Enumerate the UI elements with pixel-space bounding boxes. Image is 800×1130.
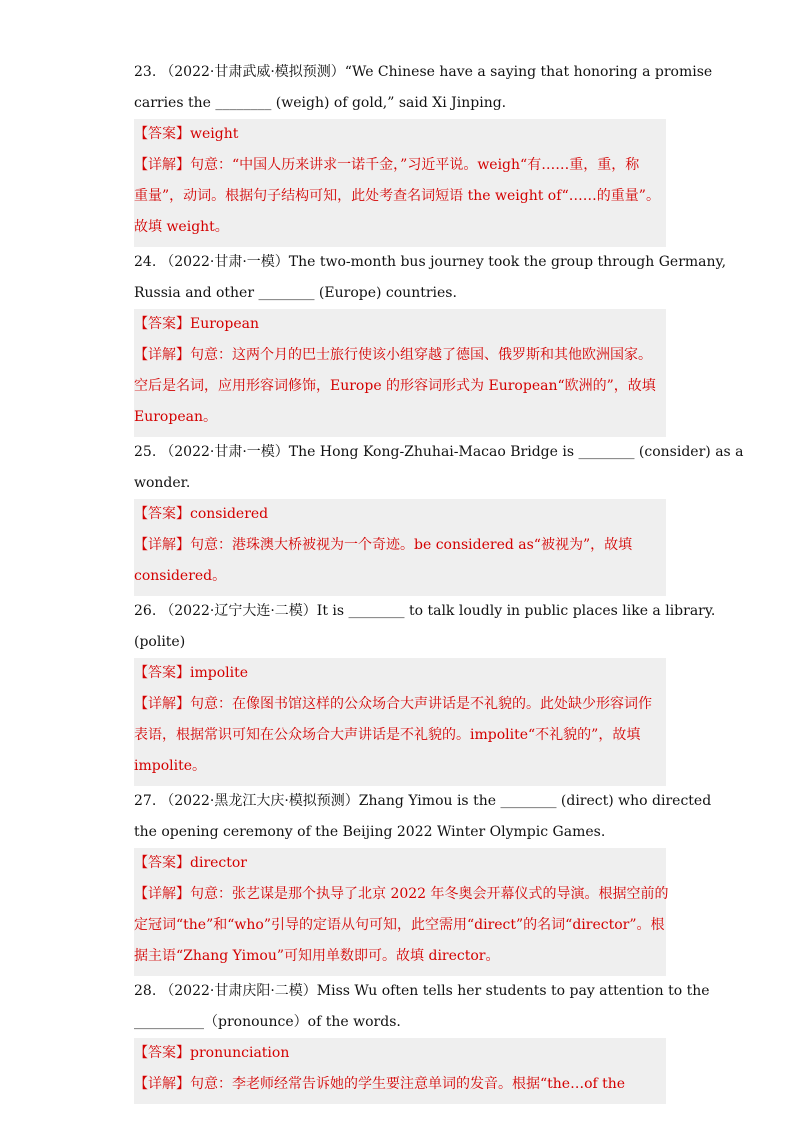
detail-line: 【详解】句意：港珠澳大桥被视为一个奇迹。be considered as“被视为”，故填	[134, 537, 633, 553]
question-item	[134, 247, 727, 437]
question-line: wonder.	[134, 475, 191, 491]
question-line: __________（pronounce）of the words.	[134, 1014, 401, 1030]
question-text: （2022·辽宁大连·二模）It is ________ to talk loudly in public places like a library.	[160, 603, 716, 619]
question-line: the opening ceremony of the Beijing 2022 Winter Olympic Games.	[134, 824, 606, 840]
detail-line: 【详解】句意：李老师经常告诉她的学生要注意单词的发音。根据“the…of the	[134, 1076, 626, 1092]
question-number: 24.	[134, 254, 157, 270]
question-line	[134, 247, 727, 278]
answer-block	[134, 658, 666, 786]
answer-line: 【答案】weight	[134, 126, 239, 142]
question-item	[134, 596, 716, 786]
answer-block	[134, 499, 666, 596]
detail-line: 【详解】句意：在像图书馆这样的公众场合大声讲话是不礼貌的。此处缺少形容词作	[134, 696, 652, 712]
question-text: （2022·甘肃·一模）The two-month bus journey took the group through Germany,	[160, 254, 727, 270]
answer-line: 【答案】director	[134, 855, 248, 871]
question-item	[134, 976, 710, 1104]
detail-line: 【详解】句意：张艺谋是那个执导了北京 2022 年冬奥会开幕仪式的导演。根据空前的	[134, 886, 669, 902]
detail-line: European。	[134, 409, 217, 425]
question-item	[134, 57, 713, 247]
question-line	[134, 57, 713, 88]
detail-line: 故填 weight。	[134, 219, 229, 235]
detail-line: 重量”，动词。根据句子结构可知，此处考查名词短语 the weight of“……的重量”。	[134, 188, 660, 204]
question-number: 28.	[134, 983, 157, 999]
answer-line: 【答案】pronunciation	[134, 1045, 290, 1061]
detail-line: considered。	[134, 568, 227, 584]
detail-line: 定冠词“the”和“who”引导的定语从句可知，此空需用“direct”的名词“director”。根	[134, 917, 665, 933]
detail-line: 空后是名词，应用形容词修饰，Europe 的形容词形式为 European“欧洲的”，故填	[134, 378, 656, 394]
detail-line: 【详解】句意：这两个月的巴士旅行使该小组穿越了德国、俄罗斯和其他欧洲国家。	[134, 347, 652, 363]
question-line	[134, 786, 712, 817]
answer-block	[134, 119, 666, 247]
detail-line: impolite。	[134, 758, 207, 774]
answer-block	[134, 1038, 666, 1104]
answer-line: 【答案】European	[134, 316, 259, 332]
question-line	[134, 596, 716, 627]
question-text: （2022·甘肃庆阳·二模）Miss Wu often tells her students to pay attention to the	[160, 983, 710, 999]
question-line: (polite)	[134, 634, 186, 650]
question-number: 26.	[134, 603, 157, 619]
answer-line: 【答案】considered	[134, 506, 269, 522]
question-item	[134, 786, 712, 976]
question-text: （2022·黑龙江大庆·模拟预测）Zhang Yimou is the ________ (direct) who directed	[160, 793, 712, 809]
question-text: （2022·甘肃·一模）The Hong Kong-Zhuhai-Macao Bridge is ________ (consider) as a	[160, 444, 744, 460]
question-list	[134, 57, 744, 1104]
answer-block	[134, 848, 669, 976]
question-line: carries the ________ (weigh) of gold,” said Xi Jinping.	[134, 95, 507, 111]
detail-line: 【详解】句意：“中国人历来讲求一诺千金，”习近平说。weigh“有……重，重，称	[134, 157, 640, 173]
question-line	[134, 437, 744, 468]
answer-block	[134, 309, 666, 437]
question-number: 27.	[134, 793, 157, 809]
question-number: 23.	[134, 64, 157, 80]
question-item	[134, 437, 744, 596]
detail-line: 据主语“Zhang Yimou”可知用单数即可。故填 director。	[134, 948, 500, 964]
answer-line: 【答案】impolite	[134, 665, 249, 681]
question-line	[134, 976, 710, 1007]
question-number: 25.	[134, 444, 157, 460]
question-line: Russia and other ________ (Europe) countries.	[134, 285, 457, 301]
detail-line: 表语，根据常识可知在公众场合大声讲话是不礼貌的。impolite“不礼貌的”，故填	[134, 727, 641, 743]
question-text: （2022·甘肃武威·模拟预测）“We Chinese have a saying that honoring a promise	[160, 64, 713, 80]
